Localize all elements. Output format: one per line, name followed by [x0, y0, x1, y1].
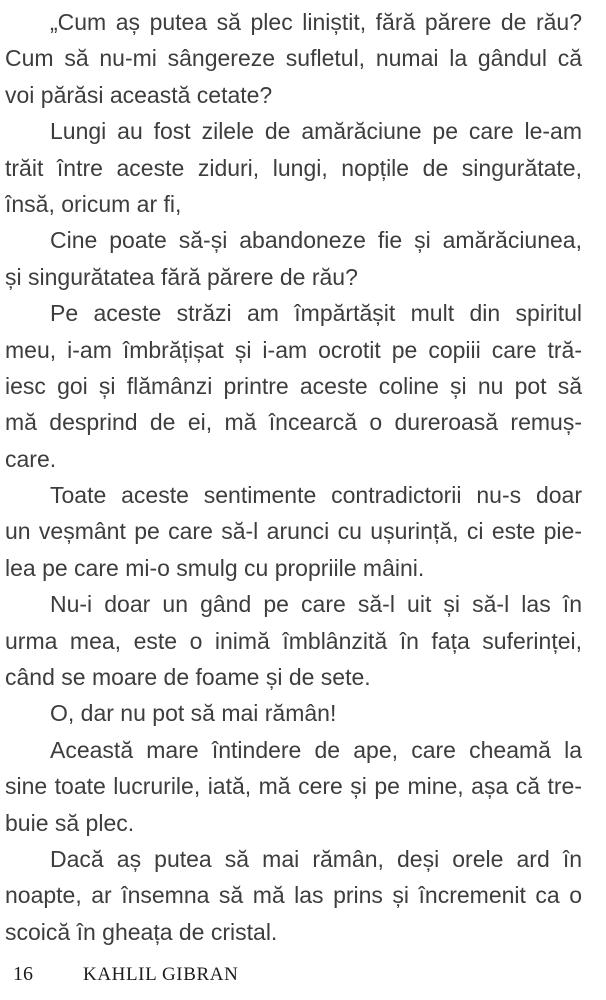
text-line: noapte, ar însemna să mă las prins și încremenit ca o — [5, 882, 582, 909]
text-line: Lungi au fost zilele de amărăciune pe care le-am — [50, 118, 582, 145]
page-number: 16 — [13, 963, 33, 986]
paragraph — [5, 295, 582, 477]
text-line: O, dar nu pot să mai rămân! — [50, 700, 337, 727]
text-line: trăit între aceste ziduri, lungi, nopțile de singurătate, — [5, 154, 582, 181]
text-line: urma mea, este o inimă îmblânzită în fața suferinței, — [5, 627, 582, 654]
paragraph — [5, 732, 582, 841]
text-line: însă, oricum ar fi, — [5, 190, 182, 217]
text-line: iesc goi și flămânzi printre aceste coline și nu pot să — [5, 372, 582, 399]
book-author: KAHLIL GIBRAN — [83, 964, 239, 986]
text-line: un veșmânt pe care să-l arunci cu ușurință, ci este pie- — [5, 518, 582, 545]
text-line: care. — [5, 445, 57, 472]
text-line: Această mare întindere de ape, care cheamă la — [50, 736, 582, 763]
text-line: sine toate lucrurile, iată, mă cere și pe mine, așa că tre- — [5, 773, 582, 800]
paragraph — [5, 222, 582, 295]
footer — [5, 963, 582, 986]
text-line: „Cum aș putea să plec liniștit, fără părere de rău? — [50, 9, 582, 35]
text-line: Toate aceste sentimente contradictorii nu-s doar — [50, 482, 582, 509]
text-line: buie să plec. — [5, 809, 135, 836]
paragraph — [5, 841, 582, 950]
text-line: și singurătatea fără părere de rău? — [5, 263, 358, 290]
paragraph — [5, 586, 582, 695]
text-line: Cum să nu-mi sângereze sufletul, numai la gândul că — [5, 45, 582, 72]
text-line: lea pe care mi-o smulg cu propriile mâini. — [5, 554, 425, 581]
paragraph — [5, 4, 582, 113]
text-block — [5, 4, 582, 950]
text-line: meu, i-am îmbrățișat și i-am ocrotit pe copiii care tră- — [5, 336, 582, 363]
text-line: Dacă aș putea să mai rămân, deși orele ard în — [50, 845, 582, 872]
text-line: voi părăsi această cetate? — [5, 81, 273, 108]
text-line: Cine poate să-și abandoneze fie și amărăciunea, — [50, 227, 582, 254]
text-line: mă desprind de ei, mă încearcă o dureroasă remuș- — [5, 409, 582, 436]
text-line: scoică în gheața de cristal. — [5, 918, 278, 945]
text-line: când se moare de foame și de sete. — [5, 664, 371, 691]
paragraph — [5, 695, 582, 731]
text-line: Nu-i doar un gând pe care să-l uit și să-l las în — [50, 591, 582, 618]
text-line: Pe aceste străzi am împărtășit mult din spiritul — [50, 300, 582, 327]
paragraph — [5, 113, 582, 222]
paragraph — [5, 477, 582, 586]
